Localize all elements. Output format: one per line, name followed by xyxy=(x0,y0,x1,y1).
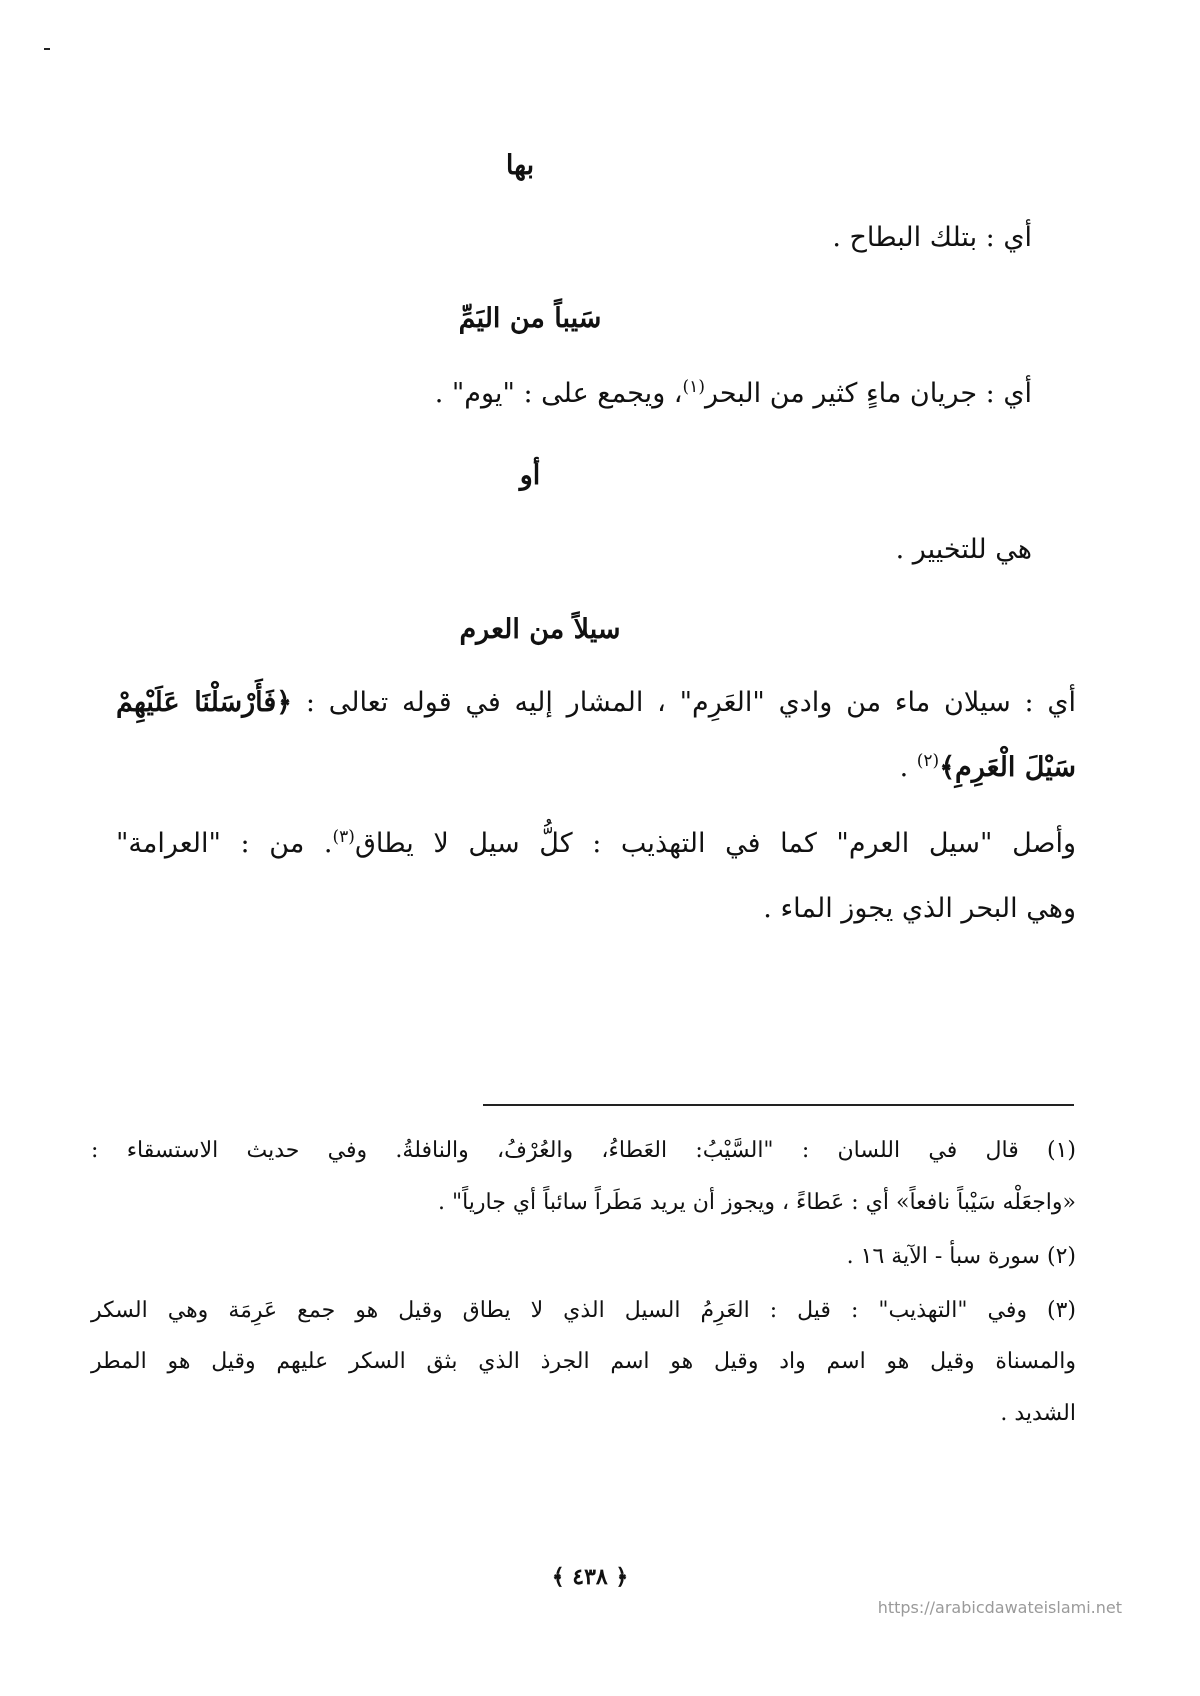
line-saylan-2 xyxy=(900,748,1076,788)
line-asl-1a: وأصل "سيل العرم" كما في التهذيب : كلُّ سيل لا يطاق xyxy=(354,828,1077,859)
line-jarayan-pre: أي : جريان ماءٍ كثير من البحر xyxy=(704,378,1032,409)
watermark-url: https://arabicdawateislami.net xyxy=(877,1598,1122,1617)
scan-mark xyxy=(44,48,50,50)
line-saylan-1a: أي : سيلان ماء من وادي "العَرِم" ، المشار إليه في قوله تعالى : xyxy=(292,687,1076,718)
line-takhyir: هي للتخيير . xyxy=(895,534,1032,565)
quran-verse-2: سَيْلَ الْعَرِمِ﴾ xyxy=(939,752,1076,783)
footnote-3-line-2: والمسناة وقيل هو اسم واد وقيل هو اسم الجرذ الذي بثق السكر عليهم وقيل هو المطر xyxy=(91,1349,1076,1374)
heading-sayban: سَيباً من اليَمِّ xyxy=(458,303,602,334)
footnote-ref-2: (٢) xyxy=(916,751,940,771)
line-asl-1 xyxy=(116,824,1076,864)
footnote-2: (٢) سورة سبأ - الآية ١٦ . xyxy=(846,1244,1076,1269)
line-saylan-1 xyxy=(116,683,1076,723)
quran-verse-1: ﴿فَأَرْسَلْنَا عَلَيْهِمْ xyxy=(116,687,293,718)
line-jarayan xyxy=(435,374,1032,414)
heading-saylan: سيلاً من العرم xyxy=(459,614,621,645)
page-number: ﴿ ٤٣٨ ﴾ xyxy=(551,1564,629,1590)
footnote-3-line-3: الشديد . xyxy=(1000,1401,1076,1426)
footnote-1-line-2: «واجعَلْه سَيْباً نافعاً» أي : عَطاءً ، ويجوز أن يريد مَطَراً سائباً أي جارياً" . xyxy=(437,1190,1076,1215)
footnote-3-line-1: (٣) وفي "التهذيب" : قيل : العَرِمُ السيل الذي لا يطاق وقيل هو جمع عَرِمَة وهي السكر xyxy=(91,1298,1076,1323)
line-batilka: أي : بتلك البطاح . xyxy=(832,222,1032,253)
footnote-separator xyxy=(483,1104,1074,1106)
heading-biha: بها xyxy=(505,150,535,181)
line-asl-2: وهي البحر الذي يجوز الماء . xyxy=(763,893,1076,924)
line-jarayan-post: ، ويجمع على : "يوم" . xyxy=(434,378,683,409)
heading-aw: أو xyxy=(519,460,541,491)
footnote-1-line-1: (١) قال في اللسان : "السَّيْبُ: العَطاءُ، والعُرْفُ، والنافلةُ. وفي حديث الاستسقاء : xyxy=(91,1138,1076,1163)
footnote-ref-3: (٣) xyxy=(332,827,355,847)
line-saylan-2b: . xyxy=(899,752,917,783)
footnote-ref-1: (١) xyxy=(682,377,705,397)
line-asl-1b: . من : "العرامة" xyxy=(116,828,333,859)
